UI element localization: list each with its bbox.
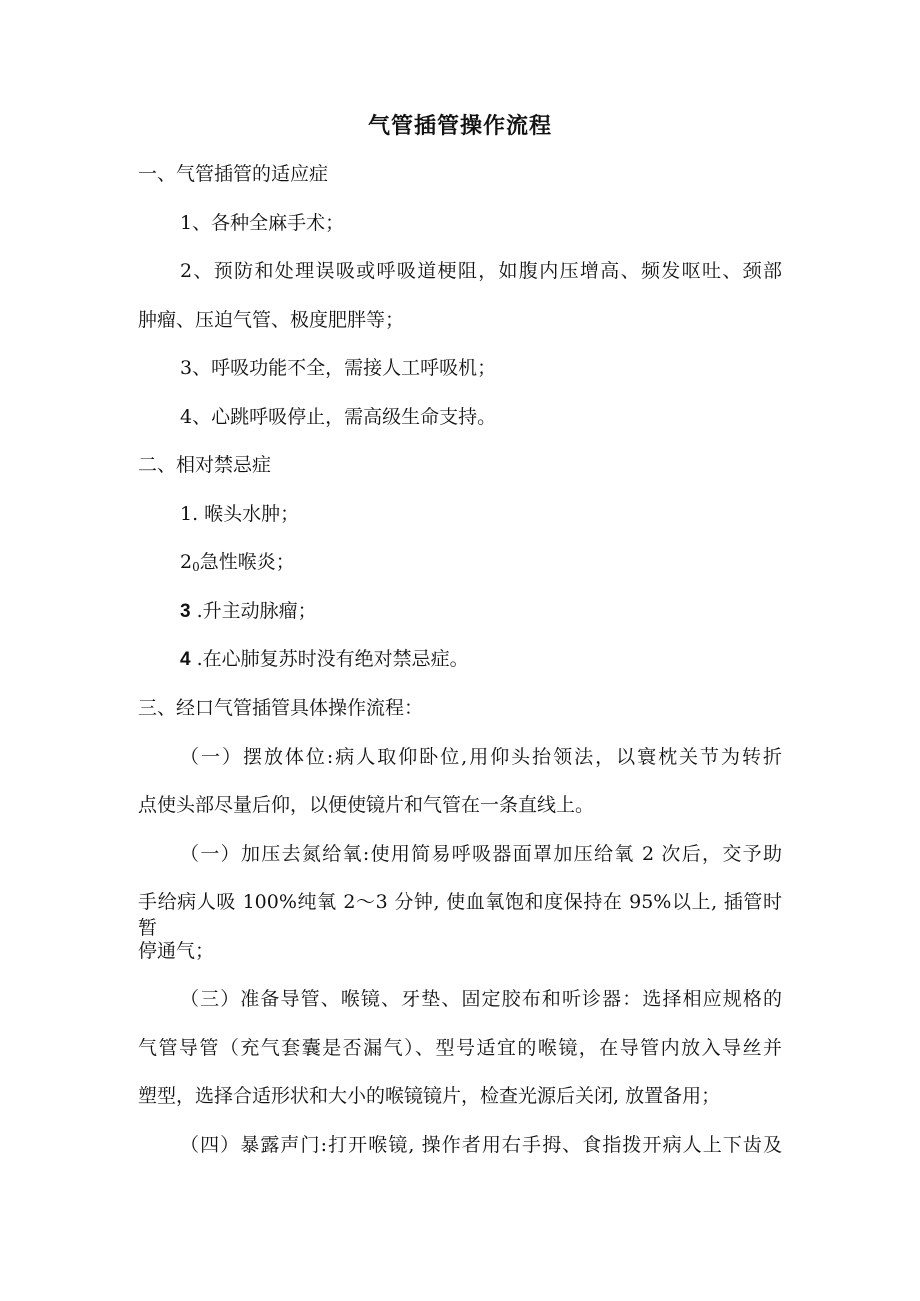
section-heading-procedure: 三、经口气管插管具体操作流程： <box>138 697 424 719</box>
contraindication-item-3-text: .升主动脉瘤； <box>190 600 317 622</box>
step-1-line1: （一）摆放体位:病人取仰卧位,用仰头抬领法，以寰枕关节为转折 <box>180 746 782 768</box>
contraindication-item-4-text: .在心肺复苏时没有绝对禁忌症。 <box>190 648 469 670</box>
section-heading-contraindications: 二、相对禁忌症 <box>138 454 272 476</box>
step-3-line1: （三）准备导管、喉镜、牙垫、固定胶布和听诊器：选择相应规格的 <box>180 988 782 1010</box>
indication-item-2-line1: 2、预防和处理误吸或呼吸道梗阻，如腹内压增高、频发呕吐、颈部 <box>180 260 782 282</box>
contraindication-item-4-number: 4 <box>180 649 191 670</box>
contraindication-item-1: 1. 喉头水肿； <box>180 503 300 525</box>
step-1-line2: 点使头部尽量后仰，以便使镜片和气管在一条直线上。 <box>138 794 595 816</box>
contraindication-item-3-number: 3 <box>180 601 191 622</box>
step-3-line3: 塑型，选择合适形状和大小的喉镜镜片，检查光源后关闭, 放置备用； <box>138 1085 721 1107</box>
indication-item-4: 4、心跳呼吸停止，需高级生命支持。 <box>180 406 497 428</box>
contraindication-item-2-text: 急性喉炎； <box>199 551 295 573</box>
section-heading-indications: 一、气管插管的适应症 <box>138 163 329 185</box>
step-2-line1: （一）加压去氮给氧:使用简易呼吸器面罩加压给氧 2 次后，交予助 <box>180 843 782 865</box>
contraindication-item-3 <box>180 598 317 625</box>
contraindication-item-2-number: 2 <box>180 551 193 573</box>
step-2-line2: 手给病人吸 100%纯氧 2～3 分钟, 使血氧饱和度保持在 95%以上, 插管时暂 <box>138 891 782 939</box>
step-3-line2: 气管导管（充气套囊是否漏气）、型号适宜的喉镜，在导管内放入导丝并 <box>138 1037 782 1059</box>
indication-item-3: 3、呼吸功能不全，需接人工呼吸机； <box>180 357 497 379</box>
contraindication-item-2-subscript: 0 <box>192 560 200 574</box>
step-2-line3: 停通气； <box>138 940 215 962</box>
contraindication-item-2 <box>180 549 295 580</box>
indication-item-1: 1、各种全麻手术； <box>180 212 345 234</box>
indication-item-2-line2: 肿瘤、压迫气管、极度肥胖等； <box>138 309 405 331</box>
contraindication-item-4 <box>180 646 469 673</box>
step-4-line1: （四）暴露声门:打开喉镜, 操作者用右手拇、食指拨开病人上下齿及 <box>180 1134 782 1156</box>
document-title: 气管插管操作流程 <box>367 114 552 139</box>
